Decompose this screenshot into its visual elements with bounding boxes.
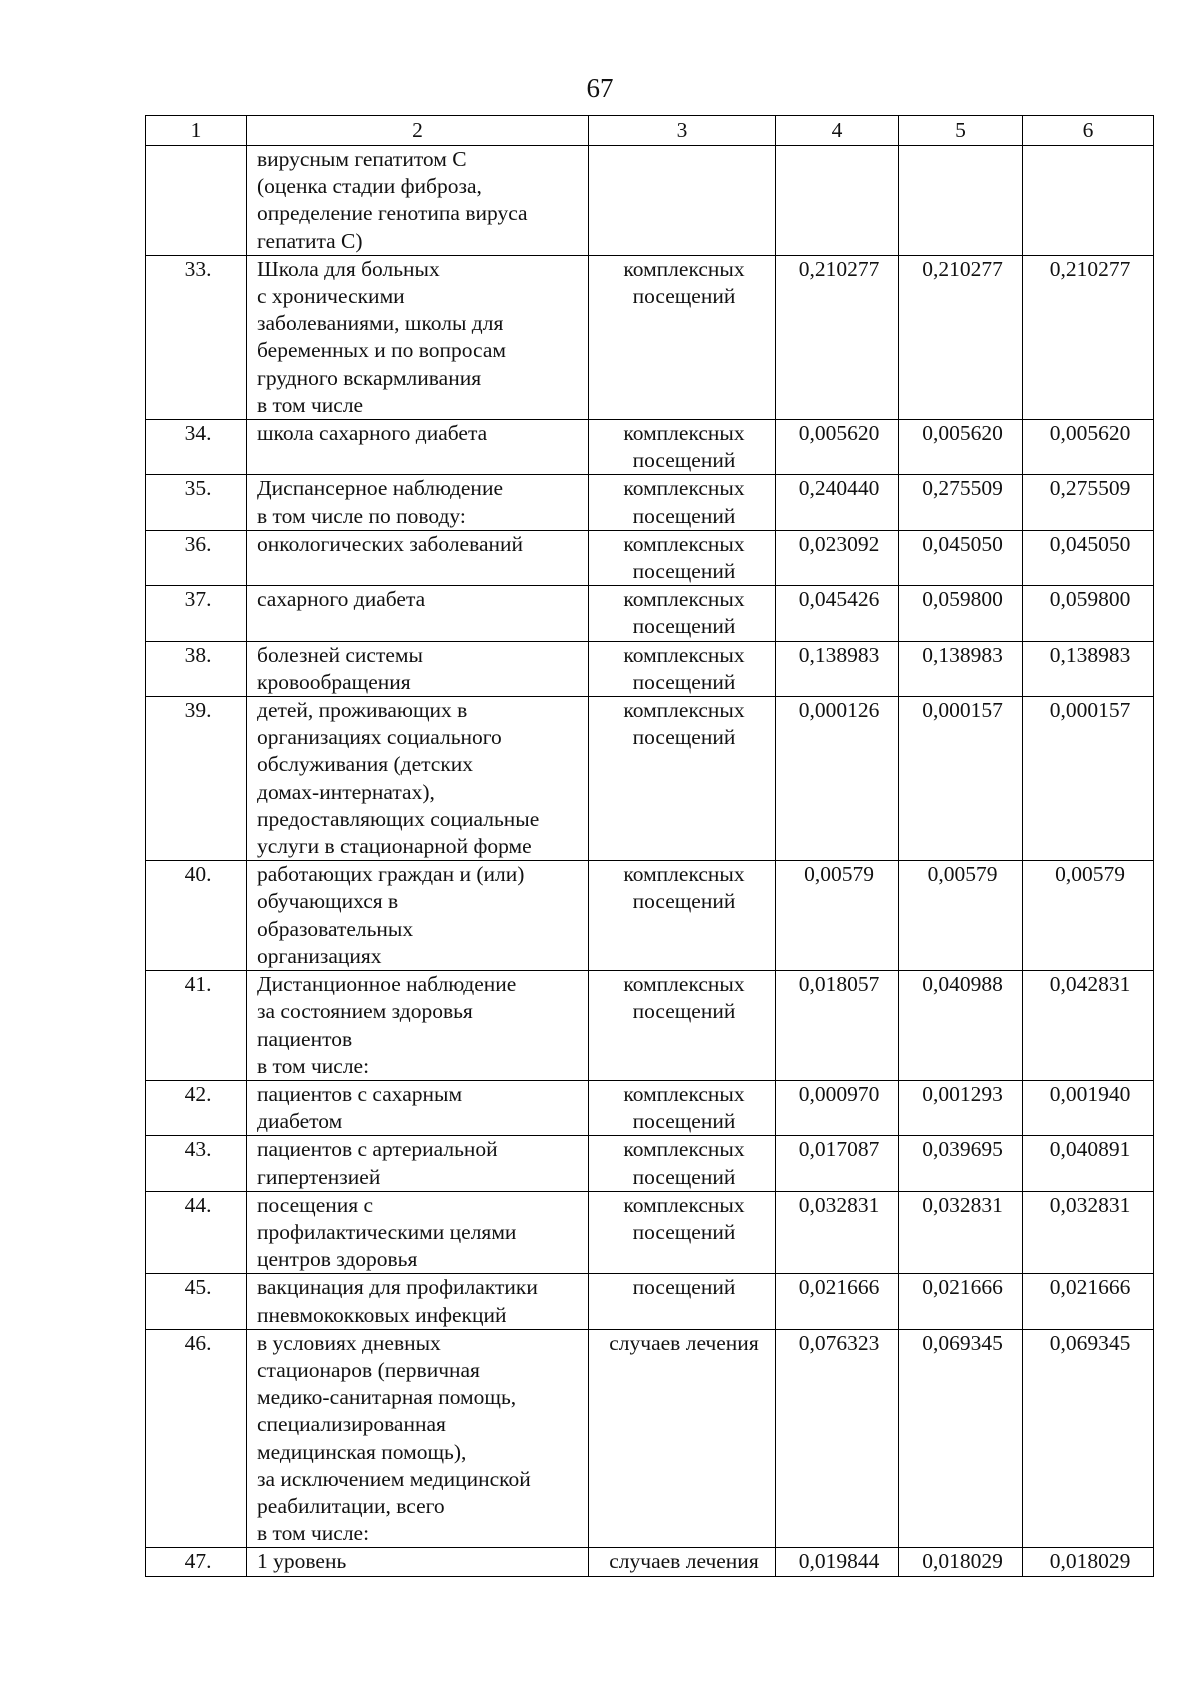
row-number: 33.	[146, 255, 247, 419]
row-value-col6: 0,059800	[1023, 586, 1154, 641]
row-unit: случаев лечения	[589, 1548, 776, 1576]
row-value-col6: 0,001940	[1023, 1080, 1154, 1135]
row-number: 43.	[146, 1136, 247, 1191]
row-unit: комплексных посещений	[589, 475, 776, 530]
row-value-col4: 0,076323	[776, 1329, 899, 1548]
row-value-col5: 0,045050	[899, 530, 1023, 585]
row-number: 39.	[146, 697, 247, 861]
table-row	[146, 1191, 1154, 1274]
row-value-col5: 0,069345	[899, 1329, 1023, 1548]
row-unit: комплексных посещений	[589, 971, 776, 1081]
data-table	[145, 115, 1154, 1577]
row-value-col6: 0,275509	[1023, 475, 1154, 530]
row-value-col5: 0,005620	[899, 420, 1023, 475]
header-cell-3: 3	[589, 116, 776, 146]
row-unit: комплексных посещений	[589, 1191, 776, 1274]
row-value-col6: 0,042831	[1023, 971, 1154, 1081]
table-row	[146, 475, 1154, 530]
row-unit: комплексных посещений	[589, 861, 776, 971]
page-number: 67	[586, 73, 614, 103]
row-value-col4: 0,032831	[776, 1191, 899, 1274]
row-name: болезней системы кровообращения	[247, 641, 589, 696]
row-value-col6: 0,045050	[1023, 530, 1154, 585]
row-unit: случаев лечения	[589, 1329, 776, 1548]
table-row	[146, 586, 1154, 641]
row-value-col4: 0,019844	[776, 1548, 899, 1576]
row-unit: комплексных посещений	[589, 586, 776, 641]
row-value-col4: 0,210277	[776, 255, 899, 419]
row-name: работающих граждан и (или) обучающихся в образовательных организациях	[247, 861, 589, 971]
row-name: вирусным гепатитом С (оценка стадии фиброза, определение генотипа вируса гепатита С)	[247, 146, 589, 256]
row-name: сахарного диабета	[247, 586, 589, 641]
row-value-col5: 0,039695	[899, 1136, 1023, 1191]
row-number: 40.	[146, 861, 247, 971]
row-name: 1 уровень	[247, 1548, 589, 1576]
row-value-col6: 0,018029	[1023, 1548, 1154, 1576]
row-number: 34.	[146, 420, 247, 475]
row-name: в условиях дневных стационаров (первичная медико-санитарная помощь, специализированная медицинская помощь), за исключением медицинской реабилитации, всего в том числе:	[247, 1329, 589, 1548]
row-value-col6: 0,032831	[1023, 1191, 1154, 1274]
row-value-col5: 0,00579	[899, 861, 1023, 971]
row-number: 47.	[146, 1548, 247, 1576]
row-name: пациентов с сахарным диабетом	[247, 1080, 589, 1135]
row-value-col6: 0,021666	[1023, 1274, 1154, 1329]
row-value-col4: 0,005620	[776, 420, 899, 475]
row-unit: комплексных посещений	[589, 641, 776, 696]
header-cell-6: 6	[1023, 116, 1154, 146]
row-name: вакцинация для профилактики пневмококковых инфекций	[247, 1274, 589, 1329]
row-number: 36.	[146, 530, 247, 585]
row-value-col4: 0,018057	[776, 971, 899, 1081]
row-unit: комплексных посещений	[589, 420, 776, 475]
row-number	[146, 146, 247, 256]
table-row	[146, 971, 1154, 1081]
row-name: посещения с профилактическими целями центров здоровья	[247, 1191, 589, 1274]
row-value-col6: 0,00579	[1023, 861, 1154, 971]
row-name: онкологических заболеваний	[247, 530, 589, 585]
row-value-col5: 0,032831	[899, 1191, 1023, 1274]
row-value-col4: 0,00579	[776, 861, 899, 971]
row-name: пациентов с артериальной гипертензией	[247, 1136, 589, 1191]
row-number: 44.	[146, 1191, 247, 1274]
row-value-col4: 0,000126	[776, 697, 899, 861]
row-number: 46.	[146, 1329, 247, 1548]
row-value-col6: 0,040891	[1023, 1136, 1154, 1191]
row-value-col5: 0,059800	[899, 586, 1023, 641]
table-row	[146, 1080, 1154, 1135]
row-name: детей, проживающих в организациях социального обслуживания (детских домах-интернатах), предоставляющих социальные услуги в стационарной форме	[247, 697, 589, 861]
row-value-col4: 0,021666	[776, 1274, 899, 1329]
row-value-col4: 0,138983	[776, 641, 899, 696]
row-value-col6: 0,000157	[1023, 697, 1154, 861]
table-row	[146, 697, 1154, 861]
table-row	[146, 861, 1154, 971]
row-number: 42.	[146, 1080, 247, 1135]
row-value-col5: 0,018029	[899, 1548, 1023, 1576]
row-value-col5: 0,000157	[899, 697, 1023, 861]
row-name: Школа для больных с хроническими заболеваниями, школы для беременных и по вопросам грудного вскармливания в том числе	[247, 255, 589, 419]
table-row	[146, 1274, 1154, 1329]
row-value-col5: 0,210277	[899, 255, 1023, 419]
row-value-col6: 0,005620	[1023, 420, 1154, 475]
row-value-col4: 0,000970	[776, 1080, 899, 1135]
table-row	[146, 1136, 1154, 1191]
row-value-col5	[899, 146, 1023, 256]
row-name: школа сахарного диабета	[247, 420, 589, 475]
row-number: 38.	[146, 641, 247, 696]
row-unit: комплексных посещений	[589, 255, 776, 419]
table-row	[146, 420, 1154, 475]
row-value-col5: 0,001293	[899, 1080, 1023, 1135]
row-unit	[589, 146, 776, 256]
row-unit: комплексных посещений	[589, 530, 776, 585]
header-cell-1: 1	[146, 116, 247, 146]
row-value-col4	[776, 146, 899, 256]
header-cell-5: 5	[899, 116, 1023, 146]
row-value-col4: 0,017087	[776, 1136, 899, 1191]
table-row	[146, 255, 1154, 419]
row-value-col4: 0,240440	[776, 475, 899, 530]
row-value-col5: 0,275509	[899, 475, 1023, 530]
row-value-col6: 0,069345	[1023, 1329, 1154, 1548]
table-row	[146, 530, 1154, 585]
table-row	[146, 641, 1154, 696]
row-value-col6: 0,210277	[1023, 255, 1154, 419]
row-value-col6: 0,138983	[1023, 641, 1154, 696]
row-number: 35.	[146, 475, 247, 530]
row-unit: комплексных посещений	[589, 1080, 776, 1135]
row-unit: комплексных посещений	[589, 697, 776, 861]
row-value-col5: 0,138983	[899, 641, 1023, 696]
table-body	[146, 146, 1154, 1577]
row-name: Дистанционное наблюдение за состоянием здоровья пациентов в том числе:	[247, 971, 589, 1081]
table-row	[146, 1548, 1154, 1576]
header-cell-2: 2	[247, 116, 589, 146]
row-number: 45.	[146, 1274, 247, 1329]
row-value-col4: 0,045426	[776, 586, 899, 641]
row-number: 41.	[146, 971, 247, 1081]
header-cell-4: 4	[776, 116, 899, 146]
table-row	[146, 146, 1154, 256]
row-name: Диспансерное наблюдение в том числе по поводу:	[247, 475, 589, 530]
row-value-col5: 0,021666	[899, 1274, 1023, 1329]
row-value-col5: 0,040988	[899, 971, 1023, 1081]
row-unit: посещений	[589, 1274, 776, 1329]
row-unit: комплексных посещений	[589, 1136, 776, 1191]
row-value-col6	[1023, 146, 1154, 256]
row-number: 37.	[146, 586, 247, 641]
header-row	[146, 116, 1154, 146]
table-row	[146, 1329, 1154, 1548]
row-value-col4: 0,023092	[776, 530, 899, 585]
